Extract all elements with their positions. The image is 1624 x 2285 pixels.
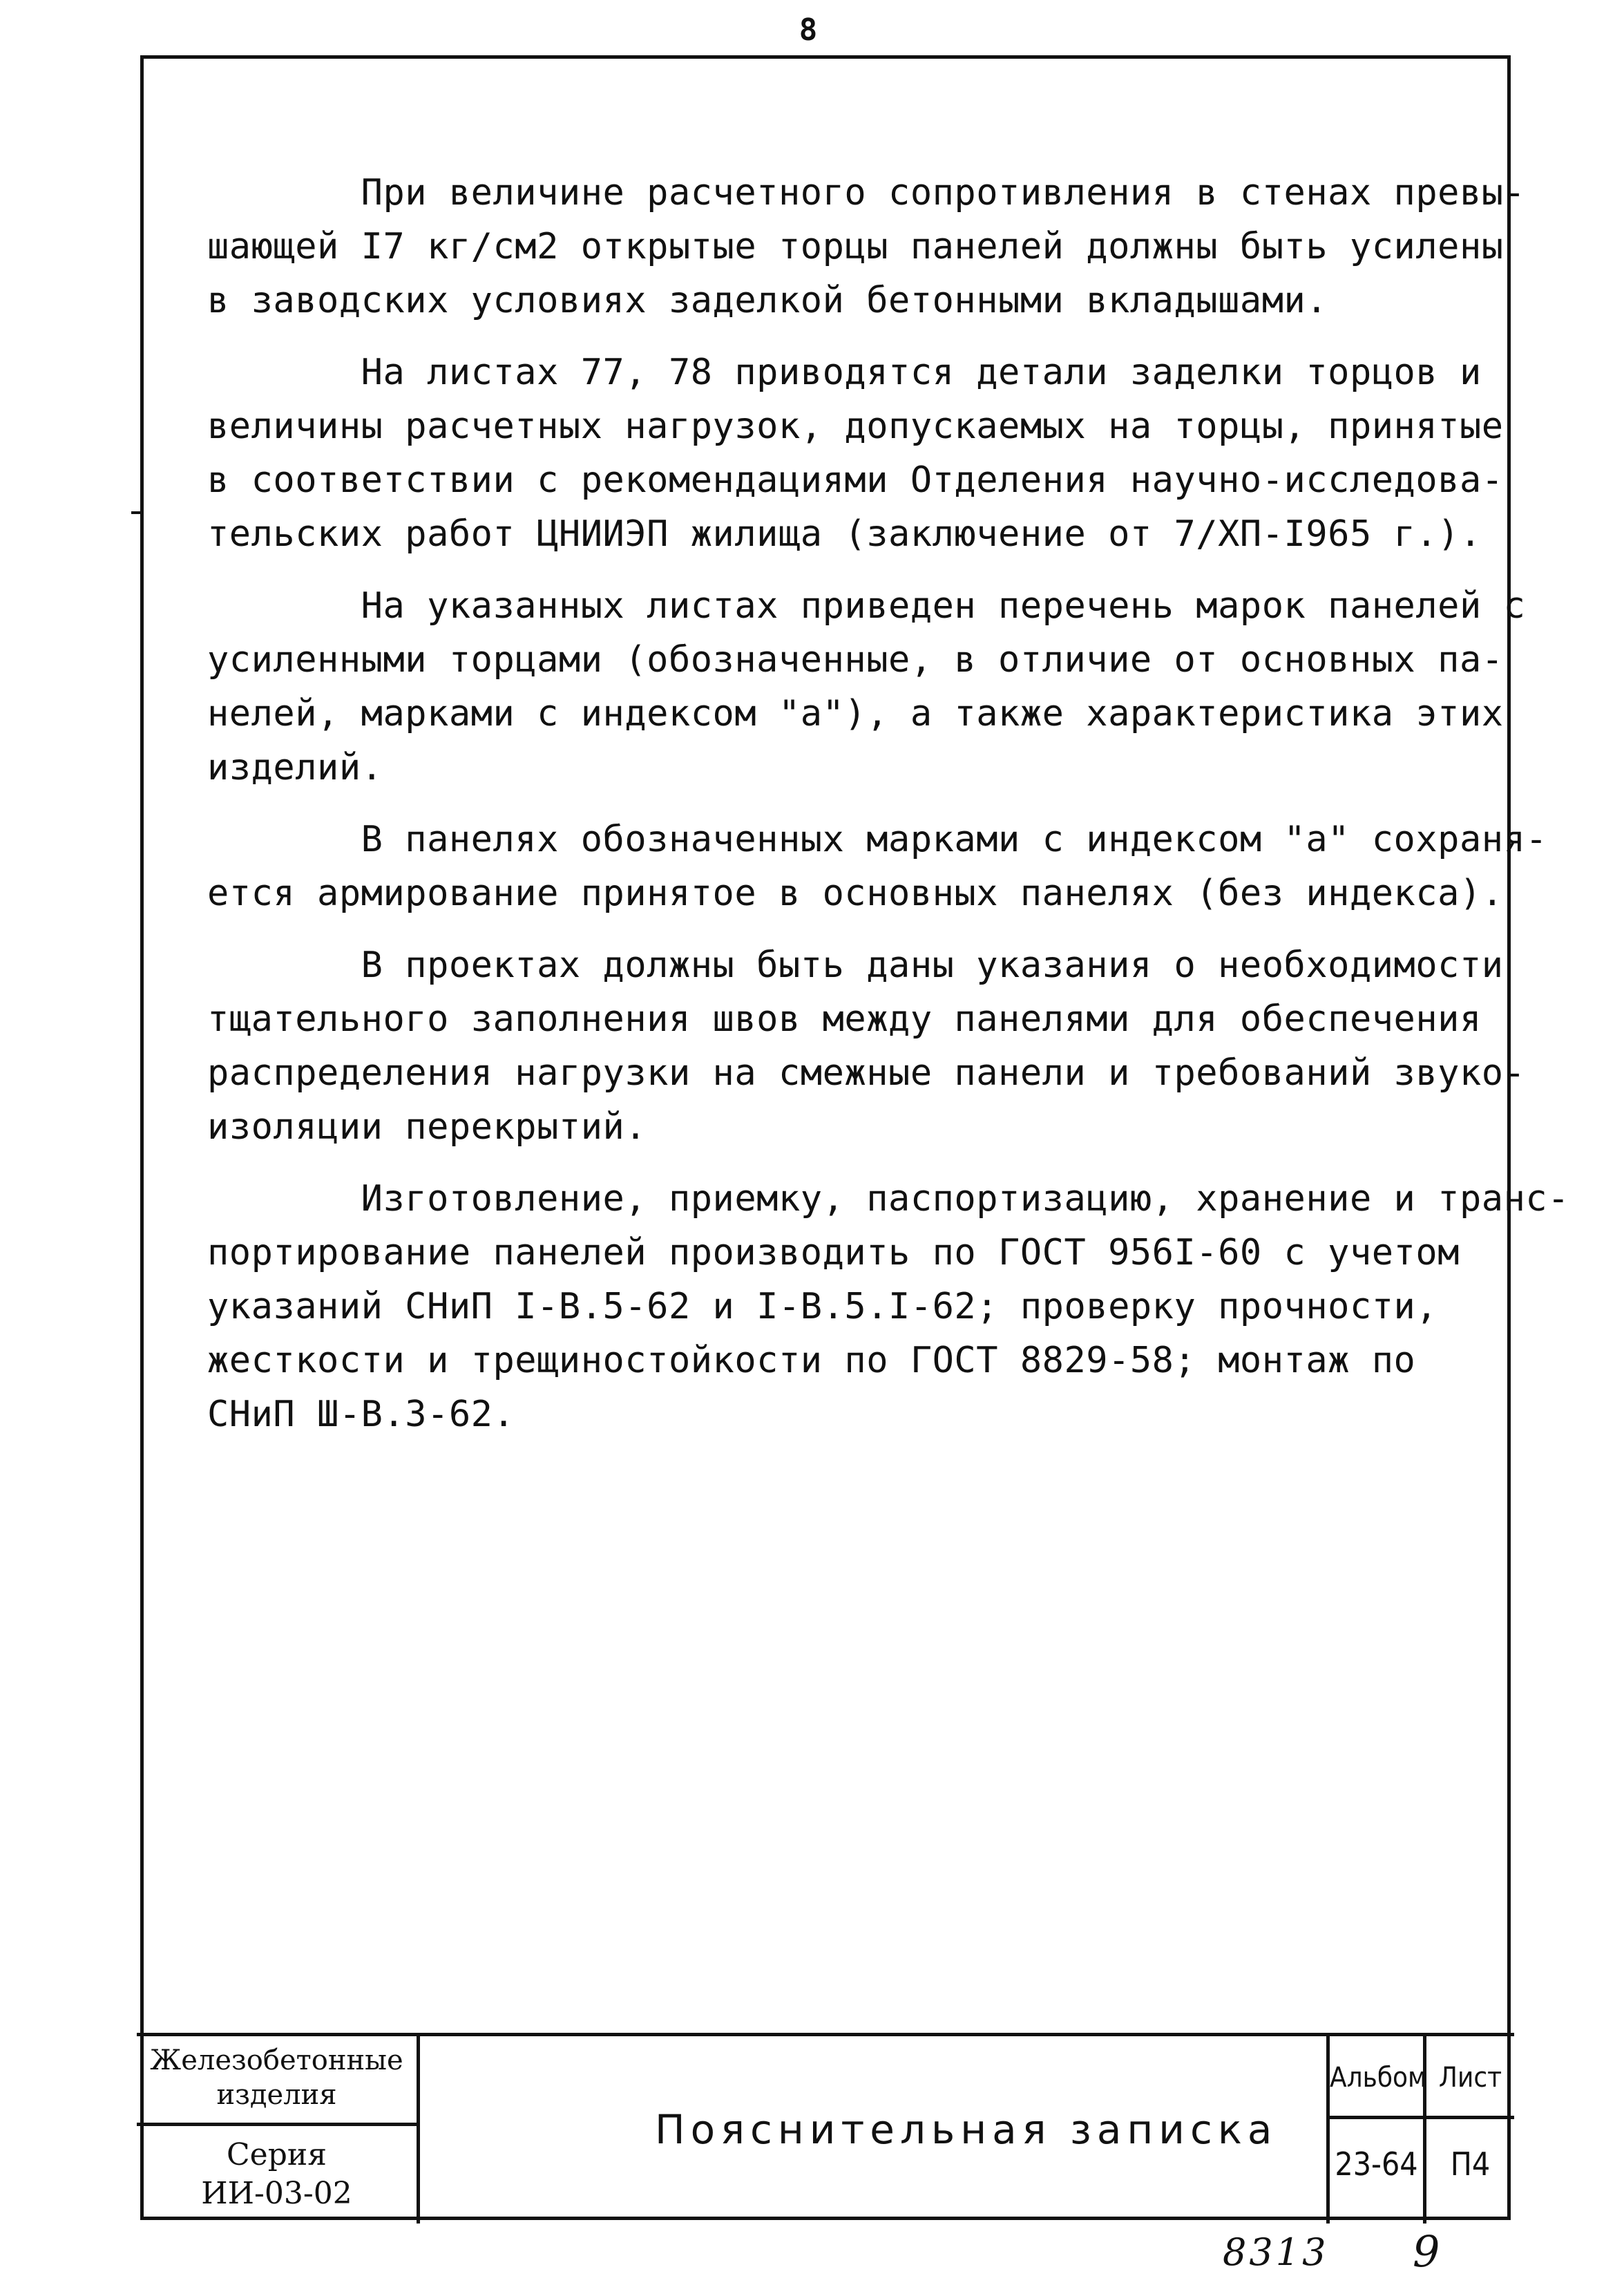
text-line: В проектах должны быть даны указания о необходимости	[207, 945, 1504, 986]
text-line: тельских работ ЦНИИЭП жилища (заключение от 7/XП-I965 г.).	[207, 513, 1482, 555]
title-block-right	[1326, 2036, 1514, 2224]
text-line: усиленными торцами (обозначенные, в отличие от основных па-	[207, 639, 1504, 681]
text-line: СНиП Ш-В.3-62.	[207, 1394, 515, 1435]
album-label: Альбом	[1330, 2036, 1423, 2119]
paragraph	[207, 166, 1526, 328]
category-line: изделия	[216, 2079, 337, 2111]
paragraph	[207, 345, 1506, 561]
series-label: Серия	[227, 2137, 327, 2172]
sheet-label: Лист	[1426, 2036, 1514, 2119]
explanatory-text	[207, 166, 1570, 1441]
text-line: нелей, марками с индексом "а"), а также характеристика этих	[207, 693, 1504, 734]
sheet-value: П4	[1450, 2145, 1491, 2183]
text-line: в заводских условиях заделкой бетонными вкладышами.	[207, 280, 1328, 321]
category-line: Железобетонные	[150, 2045, 403, 2076]
text-line: шающей I7 кг/см2 открытые торцы панелей должны быть усилены	[207, 226, 1504, 267]
text-line: жесткости и трещиностойкости по ГОСТ 8829-58; монтаж по	[207, 1340, 1416, 1381]
handwritten-sheet-number: 9	[1413, 2226, 1440, 2277]
archive-number: 8313	[1223, 2230, 1329, 2274]
text-line: В панелях обозначенных марками с индексом "а" сохраня-	[207, 819, 1548, 860]
text-line: изделий.	[207, 747, 383, 788]
text-line: указаний СНиП I-В.5-62 и I-В.5.I-62; проверку прочности,	[207, 1286, 1438, 1327]
paragraph	[207, 813, 1548, 920]
text-line: тщательного заполнения швов между панелями для обеспечения	[207, 998, 1482, 1040]
series-value: ИИ-03-02	[201, 2176, 352, 2211]
text-line: На листах 77, 78 приводятся детали заделки торцов и	[207, 352, 1482, 393]
category-cell	[137, 2036, 417, 2126]
text-line: изоляции перекрытий.	[207, 1106, 647, 1148]
document-title: Пояснительная записка	[655, 2106, 1278, 2153]
paragraph	[207, 938, 1526, 1154]
binding-tick	[131, 511, 141, 514]
paragraph	[207, 579, 1526, 795]
text-line: На указанных листах приведен перечень марок панелей с	[207, 585, 1526, 627]
album-value: 23-64	[1335, 2145, 1418, 2183]
title-block	[137, 2033, 1514, 2224]
sheet-cell	[1426, 2036, 1514, 2224]
text-line: При величине расчетного сопротивления в стенах превы-	[207, 172, 1526, 214]
series-cell	[137, 2126, 417, 2224]
text-line: в соответствии с рекомендациями Отделения научно-исследова-	[207, 459, 1504, 501]
album-cell	[1330, 2036, 1426, 2224]
text-line: портирование панелей производить по ГОСТ 956I-60 с учетом	[207, 1232, 1460, 1273]
title-block-left	[137, 2036, 420, 2224]
page-number: 8	[799, 12, 818, 48]
paragraph	[207, 1172, 1570, 1441]
text-line: распределения нагрузки на смежные панели и требований звуко-	[207, 1052, 1526, 1094]
text-line: ется армирование принятое в основных панелях (без индекса).	[207, 873, 1504, 914]
text-line: Изготовление, приемку, паспортизацию, хранение и транс-	[207, 1178, 1570, 1220]
text-line: величины расчетных нагрузок, допускаемых на торцы, принятые	[207, 406, 1504, 447]
